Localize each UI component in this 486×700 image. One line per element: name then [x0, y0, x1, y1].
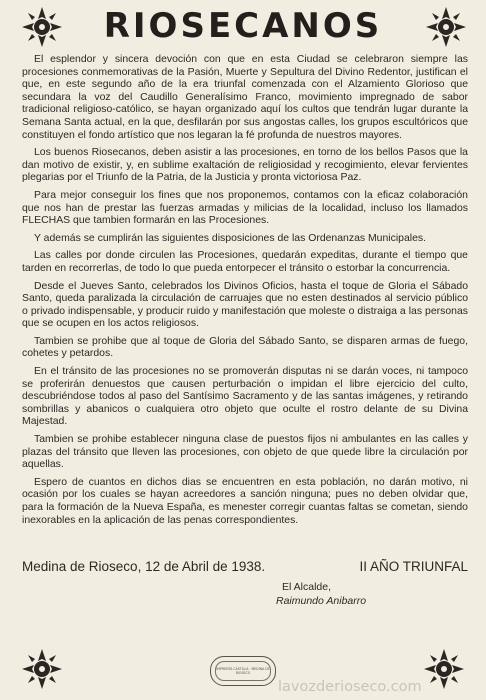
watermark: lavozderioseco.com	[278, 679, 422, 695]
paragraph: Y además se cumplirán las siguientes disposiciones de las Ordenanzas Municipales.	[34, 232, 427, 244]
triumphal-year: II AÑO TRIUNFAL	[359, 559, 468, 574]
signature-block	[276, 580, 416, 608]
stamp-text: IMPRENTA CASTILLA · MEDINA DE RIOSECO	[215, 661, 271, 681]
page-title: RIOSECANOS	[103, 6, 383, 46]
paragraph: Espero de cuantos en dichos dias se encuentren en esta población, no darán motivo, ni ocasión por los cuales se hayan acreedores a sanción ninguna; pues no deben olvidar que, para la formación de la Nueva España, es menester corregir cuantas faltas se cometan, siendo inexorables en la aplicación de las penas correspondientes.	[22, 476, 468, 526]
paragraph: Tambien se prohibe que al toque de Gloria del Sábado Santo, se disparen armas de fuego, cohetes y petardos.	[22, 335, 468, 360]
paragraph: Desde el Jueves Santo, celebrados los Divinos Oficios, hasta el toque de Gloria el Sábado Santo, queda paralizada la circulación de carruajes que no esten destinados al servicio público o privado indispensable, y producir ruido y manifestación que moleste o distraiga a las personas que se ocupen en los actos religiosos.	[22, 280, 468, 330]
proclamation-body	[22, 54, 468, 532]
paragraph: El esplendor y sincera devoción con que en esta Ciudad se celebraron siempre las procesiones conmemorativas de la Pasión, Muerte y Sepultura del Divino Redentor, justifican el que, en este segundo año de la era triunfal comenzada con el Alzamiento Glorioso que secundara la voz del Caudillo Generalísimo Franco, movimiento impregnado de sabor tradicional religioso-católico, se hayan organizado aquí los cultos que tendrán lugar durante la Semana Santa actual, en la que, desfilarán por sus angostas calles, los grupos escultóricos que constituyen el fondo artístico que nos legaran la fé profunda de nuestros mayores.	[22, 54, 468, 141]
cross-ornament-icon	[424, 5, 468, 49]
cross-ornament-icon	[20, 5, 64, 49]
date-line	[22, 559, 468, 579]
paragraph: Las calles por donde circulen las Procesiones, quedarán expeditas, durante el tiempo que tarden en recorrerlas, de todo lo que pueda entorpecer el tránsito o estorbar la concurrencia.	[22, 250, 468, 274]
cross-ornament-icon	[20, 647, 64, 691]
paragraph: Para mejor conseguir los fines que nos proponemos, contamos con la eficaz colaboración que nos han de prestar las fuerzas armadas y milicias de la localidad, incluso los llamados FLECHAS que tambien formarán en las Procesiones.	[22, 189, 468, 227]
paragraph: En el tránsito de las procesiones no se promoverán disputas ni se darán voces, ni tampoco se proferirán denuestos que causen perturbación o impidan el libre ejercicio del culto, descubriéndose todos al paso del Santísimo Sacramento y de las santas imágenes, y retirando sombrillas y abanicos o cualquiera otro objeto que oculte el rostro delante de su Divina Majestad.	[22, 366, 468, 428]
paragraph: Tambien se prohibe establecer ninguna clase de puestos fijos ni ambulantes en las calles y plazas del tránsito que lleven las procesiones, con objeto de que quede libre la circulación por aquellas.	[22, 434, 468, 471]
signature-name: Raimundo Anibarro	[276, 595, 367, 607]
place-date: Medina de Rioseco, 12 de Abril de 1938.	[22, 559, 266, 574]
printer-stamp	[210, 656, 276, 686]
paragraph: Los buenos Riosecanos, deben asistir a las procesiones, en torno de los bellos Pasos que la dan motivo de existir, y, en sublime exaltación de religiosidad y recogimiento, elevar fervientes plegarias por el Triunfo de la Patria, de la Justicia y pronta victoriosa Paz.	[22, 147, 468, 184]
signature-title: El Alcalde,	[282, 581, 332, 593]
